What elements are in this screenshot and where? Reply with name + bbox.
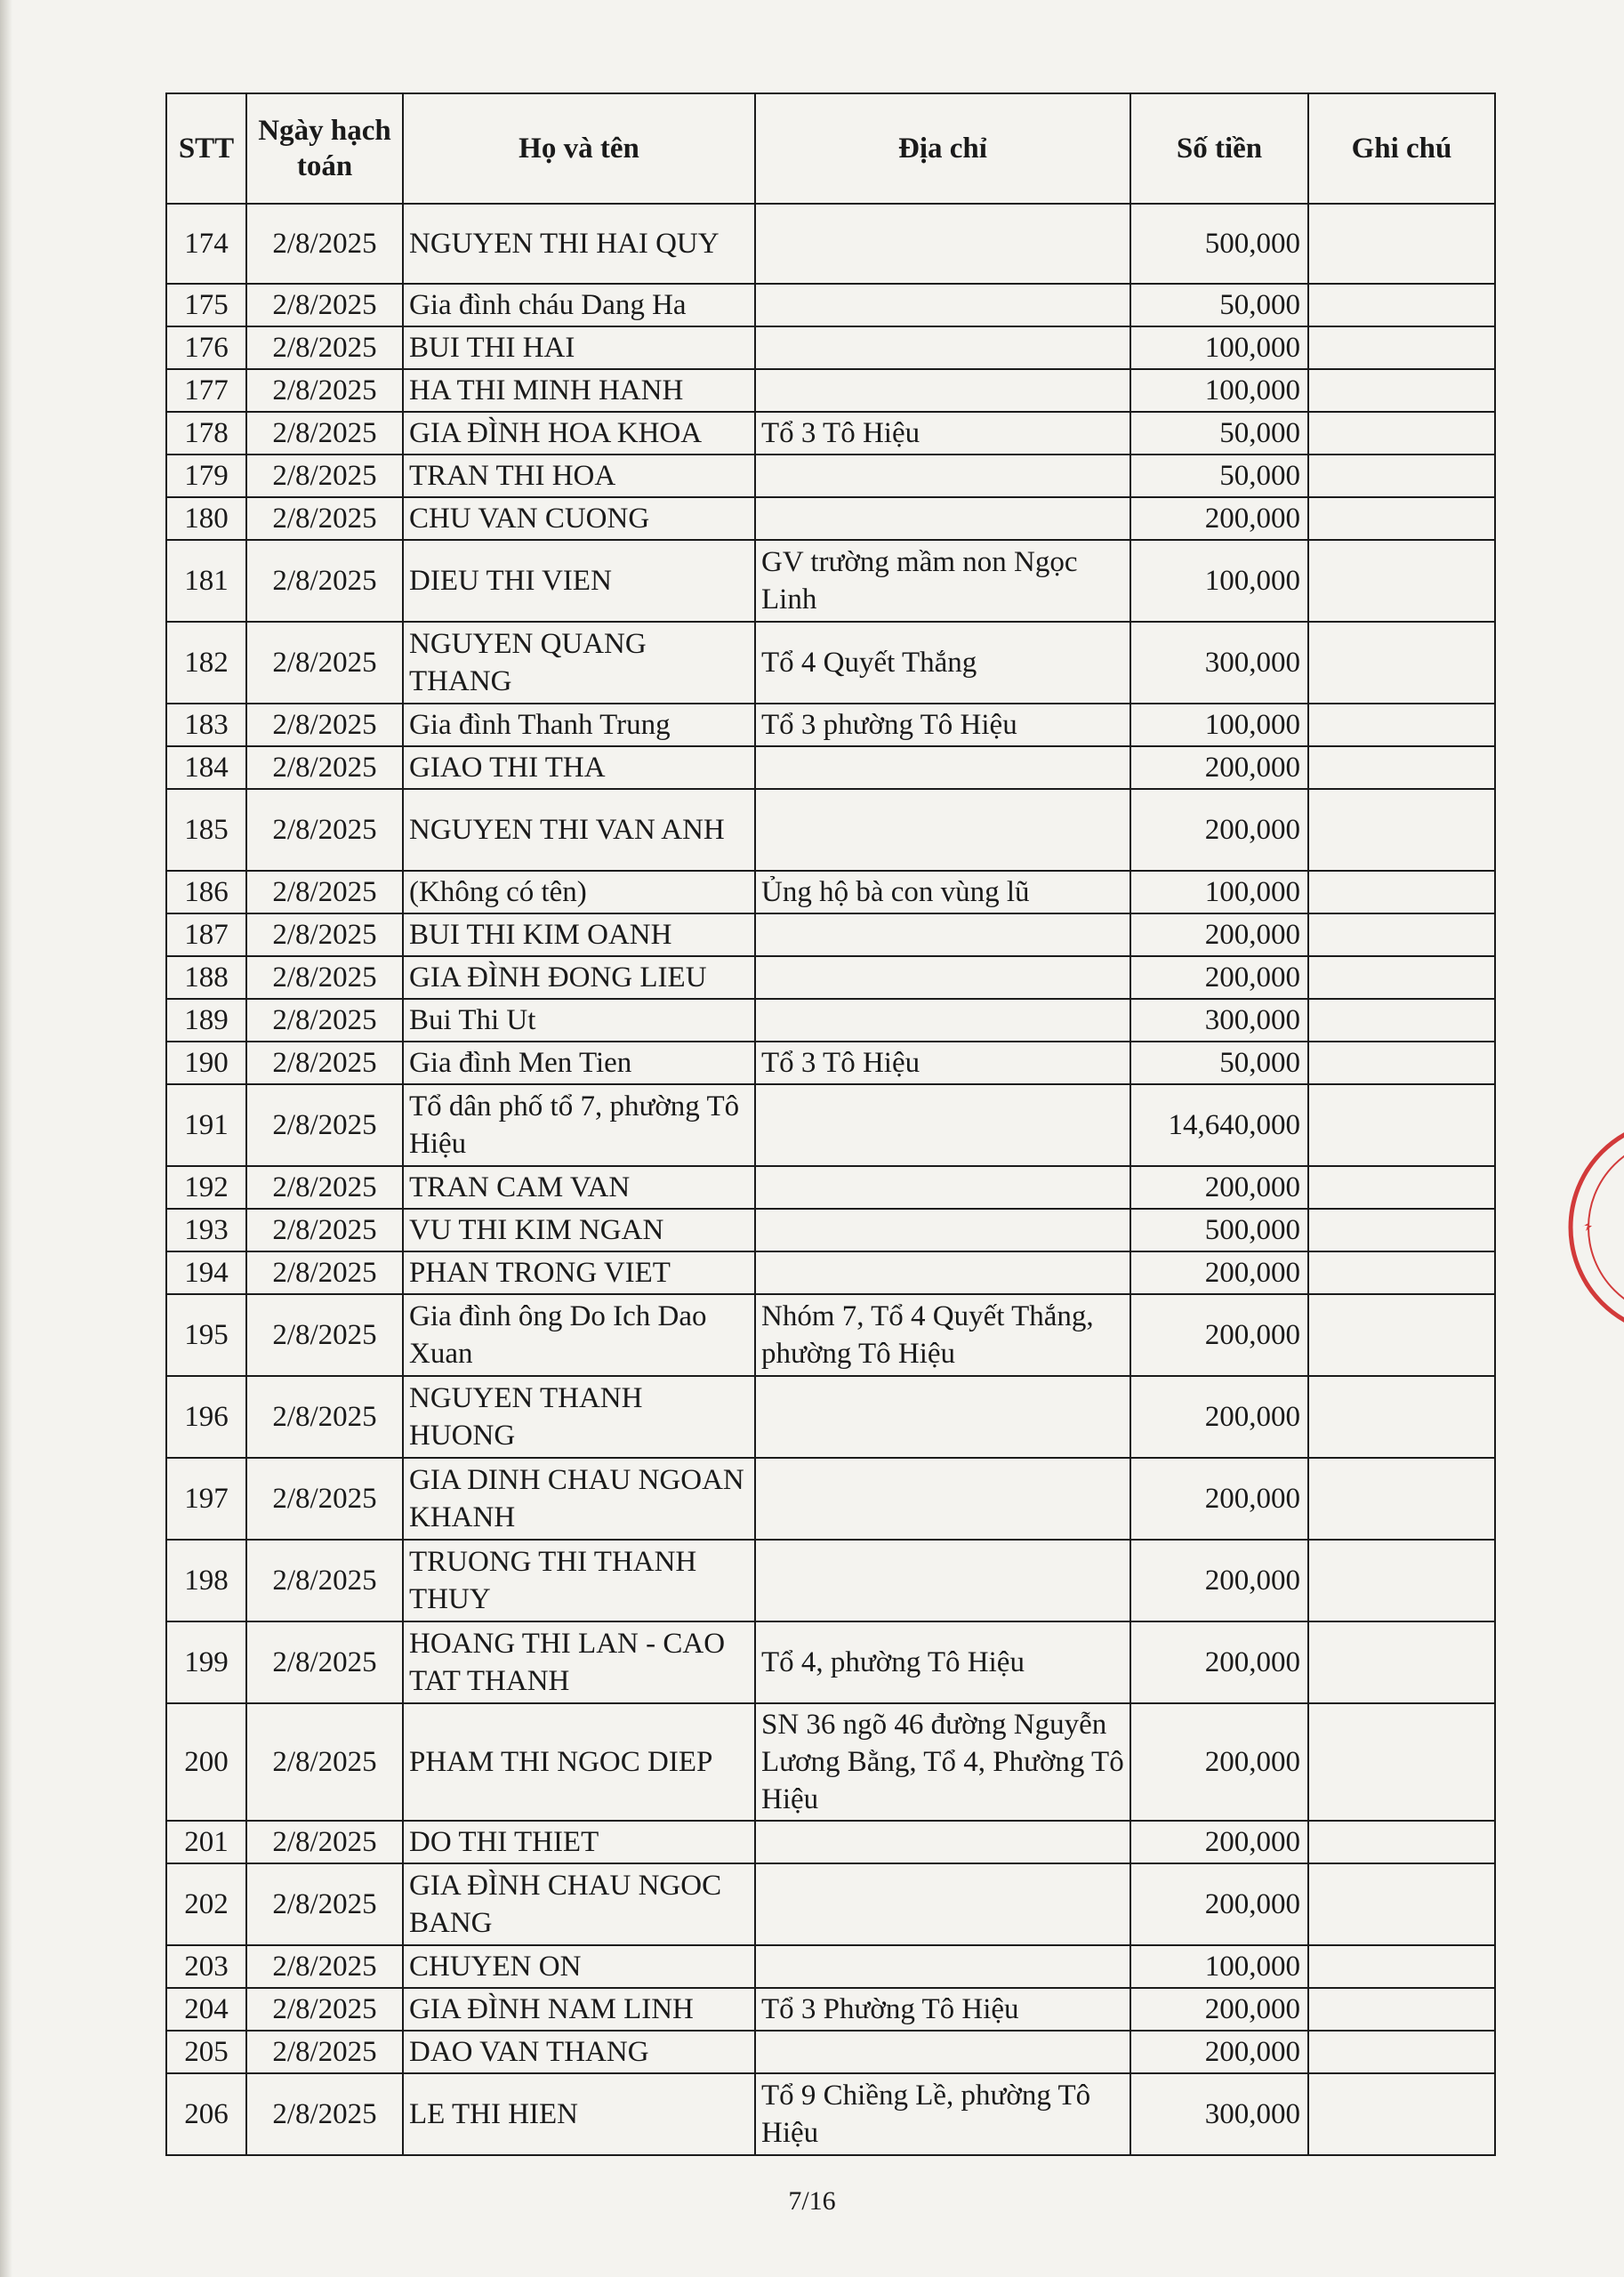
table-row xyxy=(166,1042,1495,1084)
cell-stt: 189 xyxy=(166,999,246,1042)
cell-address: Tổ 4, phường Tô Hiệu xyxy=(755,1621,1130,1703)
cell-address xyxy=(755,1166,1130,1209)
cell-stt: 179 xyxy=(166,455,246,497)
cell-date: 2/8/2025 xyxy=(246,913,403,956)
cell-date: 2/8/2025 xyxy=(246,412,403,455)
stamp-fragment-icon xyxy=(1588,872,1624,1023)
cell-name: CHU VAN CUONG xyxy=(403,497,755,540)
cell-amount: 500,000 xyxy=(1130,1209,1308,1251)
cell-name: NGUYEN THI HAI QUY xyxy=(403,204,755,284)
cell-amount: 14,640,000 xyxy=(1130,1084,1308,1166)
cell-note xyxy=(1308,1621,1495,1703)
table-row xyxy=(166,1540,1495,1621)
cell-name: Gia đình Thanh Trung xyxy=(403,704,755,746)
cell-name: (Không có tên) xyxy=(403,871,755,913)
cell-stt: 192 xyxy=(166,1166,246,1209)
cell-address: GV trường mầm non Ngọc Linh xyxy=(755,540,1130,622)
header-date: Ngày hạch toán xyxy=(246,93,403,204)
cell-address xyxy=(755,455,1130,497)
cell-stt: 177 xyxy=(166,369,246,412)
cell-address xyxy=(755,2031,1130,2073)
cell-stt: 199 xyxy=(166,1621,246,1703)
table-row xyxy=(166,284,1495,326)
cell-date: 2/8/2025 xyxy=(246,1209,403,1251)
cell-stt: 197 xyxy=(166,1458,246,1540)
cell-date: 2/8/2025 xyxy=(246,1988,403,2031)
cell-note xyxy=(1308,622,1495,704)
cell-address xyxy=(755,1945,1130,1988)
cell-date: 2/8/2025 xyxy=(246,746,403,789)
cell-name: Gia đình ông Do Ich Dao Xuan xyxy=(403,1294,755,1376)
cell-note xyxy=(1308,1042,1495,1084)
cell-note xyxy=(1308,2073,1495,2155)
table-row xyxy=(166,1988,1495,2031)
cell-date: 2/8/2025 xyxy=(246,999,403,1042)
cell-stt: 203 xyxy=(166,1945,246,1988)
cell-amount: 200,000 xyxy=(1130,2031,1308,2073)
cell-amount: 100,000 xyxy=(1130,1945,1308,1988)
donation-table xyxy=(165,93,1496,2156)
cell-name: NGUYEN QUANG THANG xyxy=(403,622,755,704)
cell-name: BUI THI KIM OANH xyxy=(403,913,755,956)
cell-amount: 200,000 xyxy=(1130,956,1308,999)
cell-stt: 200 xyxy=(166,1703,246,1821)
cell-address: Tổ 3 Tô Hiệu xyxy=(755,412,1130,455)
cell-name: VU THI KIM NGAN xyxy=(403,1209,755,1251)
cell-name: PHAN TRONG VIET xyxy=(403,1251,755,1294)
cell-name: TRUONG THI THANH THUY xyxy=(403,1540,755,1621)
table-row xyxy=(166,2073,1495,2155)
cell-note xyxy=(1308,1863,1495,1945)
cell-note xyxy=(1308,412,1495,455)
cell-note xyxy=(1308,369,1495,412)
cell-address: Nhóm 7, Tổ 4 Quyết Thắng, phường Tô Hiệu xyxy=(755,1294,1130,1376)
table-row xyxy=(166,1294,1495,1376)
cell-address xyxy=(755,1540,1130,1621)
cell-amount: 200,000 xyxy=(1130,789,1308,871)
cell-stt: 174 xyxy=(166,204,246,284)
cell-date: 2/8/2025 xyxy=(246,455,403,497)
cell-name: GIA DINH CHAU NGOAN KHANH xyxy=(403,1458,755,1540)
cell-date: 2/8/2025 xyxy=(246,1376,403,1458)
cell-amount: 200,000 xyxy=(1130,1458,1308,1540)
cell-note xyxy=(1308,1294,1495,1376)
cell-note xyxy=(1308,1540,1495,1621)
cell-address xyxy=(755,204,1130,284)
cell-note xyxy=(1308,1821,1495,1863)
cell-address xyxy=(755,1084,1130,1166)
cell-address: Tổ 3 phường Tô Hiệu xyxy=(755,704,1130,746)
cell-amount: 200,000 xyxy=(1130,1621,1308,1703)
cell-date: 2/8/2025 xyxy=(246,1166,403,1209)
table-row xyxy=(166,746,1495,789)
cell-amount: 200,000 xyxy=(1130,1988,1308,2031)
cell-stt: 182 xyxy=(166,622,246,704)
cell-amount: 200,000 xyxy=(1130,1376,1308,1458)
table-row xyxy=(166,1458,1495,1540)
cell-stt: 180 xyxy=(166,497,246,540)
table-row xyxy=(166,704,1495,746)
cell-stt: 185 xyxy=(166,789,246,871)
cell-address: SN 36 ngõ 46 đường Nguyễn Lương Bằng, Tổ 4, Phường Tô Hiệu xyxy=(755,1703,1130,1821)
cell-stt: 204 xyxy=(166,1988,246,2031)
cell-address xyxy=(755,1821,1130,1863)
cell-date: 2/8/2025 xyxy=(246,1251,403,1294)
cell-amount: 100,000 xyxy=(1130,704,1308,746)
cell-stt: 181 xyxy=(166,540,246,622)
cell-amount: 50,000 xyxy=(1130,284,1308,326)
cell-amount: 200,000 xyxy=(1130,746,1308,789)
cell-address xyxy=(755,1251,1130,1294)
table-row xyxy=(166,2031,1495,2073)
cell-amount: 200,000 xyxy=(1130,497,1308,540)
cell-name: Gia đình Men Tien xyxy=(403,1042,755,1084)
cell-note xyxy=(1308,1376,1495,1458)
cell-amount: 100,000 xyxy=(1130,540,1308,622)
cell-address: Tổ 4 Quyết Thắng xyxy=(755,622,1130,704)
table-row xyxy=(166,956,1495,999)
cell-date: 2/8/2025 xyxy=(246,2073,403,2155)
cell-amount: 200,000 xyxy=(1130,913,1308,956)
cell-stt: 187 xyxy=(166,913,246,956)
cell-address xyxy=(755,326,1130,369)
cell-stt: 193 xyxy=(166,1209,246,1251)
cell-name: DAO VAN THANG xyxy=(403,2031,755,2073)
cell-date: 2/8/2025 xyxy=(246,704,403,746)
cell-note xyxy=(1308,497,1495,540)
page-edge-shadow xyxy=(0,0,12,2277)
cell-address xyxy=(755,1209,1130,1251)
cell-address xyxy=(755,284,1130,326)
header-amount: Số tiền xyxy=(1130,93,1308,204)
cell-stt: 205 xyxy=(166,2031,246,2073)
table-body xyxy=(166,204,1495,2155)
cell-amount: 100,000 xyxy=(1130,871,1308,913)
cell-stt: 196 xyxy=(166,1376,246,1458)
cell-stt: 201 xyxy=(166,1821,246,1863)
header-note: Ghi chú xyxy=(1308,93,1495,204)
cell-note xyxy=(1308,1458,1495,1540)
cell-amount: 200,000 xyxy=(1130,1863,1308,1945)
cell-amount: 500,000 xyxy=(1130,204,1308,284)
table-row xyxy=(166,369,1495,412)
cell-name: Gia đình cháu Dang Ha xyxy=(403,284,755,326)
cell-date: 2/8/2025 xyxy=(246,1945,403,1988)
cell-address xyxy=(755,497,1130,540)
cell-note xyxy=(1308,1209,1495,1251)
cell-note xyxy=(1308,1988,1495,2031)
cell-date: 2/8/2025 xyxy=(246,1458,403,1540)
table-row xyxy=(166,913,1495,956)
cell-name: NGUYEN THI VAN ANH xyxy=(403,789,755,871)
header-stt: STT xyxy=(166,93,246,204)
cell-date: 2/8/2025 xyxy=(246,540,403,622)
cell-address xyxy=(755,956,1130,999)
cell-date: 2/8/2025 xyxy=(246,1621,403,1703)
cell-address xyxy=(755,1863,1130,1945)
header-name: Họ và tên xyxy=(403,93,755,204)
cell-stt: 206 xyxy=(166,2073,246,2155)
cell-address xyxy=(755,1458,1130,1540)
table-row xyxy=(166,1166,1495,1209)
cell-date: 2/8/2025 xyxy=(246,871,403,913)
cell-address xyxy=(755,369,1130,412)
header-address: Địa chỉ xyxy=(755,93,1130,204)
cell-date: 2/8/2025 xyxy=(246,956,403,999)
cell-name: GIAO THI THA xyxy=(403,746,755,789)
cell-date: 2/8/2025 xyxy=(246,1821,403,1863)
cell-amount: 300,000 xyxy=(1130,622,1308,704)
cell-note xyxy=(1308,789,1495,871)
table-row xyxy=(166,1251,1495,1294)
cell-note xyxy=(1308,455,1495,497)
cell-note xyxy=(1308,2031,1495,2073)
table-row xyxy=(166,455,1495,497)
table-row xyxy=(166,1703,1495,1821)
cell-name: CHUYEN ON xyxy=(403,1945,755,1988)
cell-stt: 175 xyxy=(166,284,246,326)
table-row xyxy=(166,497,1495,540)
cell-stt: 183 xyxy=(166,704,246,746)
table-row xyxy=(166,1621,1495,1703)
cell-date: 2/8/2025 xyxy=(246,1540,403,1621)
cell-address: Tổ 3 Phường Tô Hiệu xyxy=(755,1988,1130,2031)
cell-note xyxy=(1308,326,1495,369)
cell-name: PHAM THI NGOC DIEP xyxy=(403,1703,755,1821)
cell-name: HOANG THI LAN - CAO TAT THANH xyxy=(403,1621,755,1703)
cell-date: 2/8/2025 xyxy=(246,1703,403,1821)
cell-stt: 188 xyxy=(166,956,246,999)
cell-note xyxy=(1308,540,1495,622)
cell-name: HA THI MINH HANH xyxy=(403,369,755,412)
cell-stt: 186 xyxy=(166,871,246,913)
cell-amount: 300,000 xyxy=(1130,2073,1308,2155)
cell-note xyxy=(1308,204,1495,284)
cell-name: LE THI HIEN xyxy=(403,2073,755,2155)
cell-address: Tổ 3 Tô Hiệu xyxy=(755,1042,1130,1084)
cell-amount: 200,000 xyxy=(1130,1540,1308,1621)
official-seal-icon xyxy=(1562,1094,1624,1361)
cell-amount: 100,000 xyxy=(1130,326,1308,369)
table-row xyxy=(166,1945,1495,1988)
cell-note xyxy=(1308,704,1495,746)
cell-address: Ủng hộ bà con vùng lũ xyxy=(755,871,1130,913)
table-header-row xyxy=(166,93,1495,204)
table-row xyxy=(166,204,1495,284)
cell-stt: 178 xyxy=(166,412,246,455)
cell-amount: 50,000 xyxy=(1130,412,1308,455)
cell-note xyxy=(1308,1945,1495,1988)
cell-name: DIEU THI VIEN xyxy=(403,540,755,622)
cell-note xyxy=(1308,1703,1495,1821)
cell-note xyxy=(1308,913,1495,956)
cell-date: 2/8/2025 xyxy=(246,204,403,284)
table-row xyxy=(166,1863,1495,1945)
cell-name: TRAN THI HOA xyxy=(403,455,755,497)
cell-name: NGUYEN THANH HUONG xyxy=(403,1376,755,1458)
cell-name: DO THI THIET xyxy=(403,1821,755,1863)
cell-note xyxy=(1308,1166,1495,1209)
cell-stt: 195 xyxy=(166,1294,246,1376)
cell-note xyxy=(1308,871,1495,913)
table-row xyxy=(166,1376,1495,1458)
cell-date: 2/8/2025 xyxy=(246,497,403,540)
cell-date: 2/8/2025 xyxy=(246,2031,403,2073)
cell-name: GIA ĐÌNH ĐONG LIEU xyxy=(403,956,755,999)
cell-name: BUI THI HAI xyxy=(403,326,755,369)
table-row xyxy=(166,1209,1495,1251)
cell-name: TRAN CAM VAN xyxy=(403,1166,755,1209)
cell-address xyxy=(755,746,1130,789)
cell-name: Bui Thi Ut xyxy=(403,999,755,1042)
cell-date: 2/8/2025 xyxy=(246,326,403,369)
cell-address xyxy=(755,999,1130,1042)
cell-amount: 50,000 xyxy=(1130,1042,1308,1084)
cell-date: 2/8/2025 xyxy=(246,789,403,871)
table-row xyxy=(166,412,1495,455)
cell-note xyxy=(1308,284,1495,326)
cell-address: Tổ 9 Chiềng Lề, phường Tô Hiệu xyxy=(755,2073,1130,2155)
donation-table-wrapper xyxy=(165,93,1494,2156)
cell-note xyxy=(1308,1084,1495,1166)
table-row xyxy=(166,1821,1495,1863)
cell-stt: 176 xyxy=(166,326,246,369)
table-row xyxy=(166,540,1495,622)
cell-amount: 200,000 xyxy=(1130,1166,1308,1209)
cell-date: 2/8/2025 xyxy=(246,284,403,326)
cell-amount: 300,000 xyxy=(1130,999,1308,1042)
cell-address xyxy=(755,913,1130,956)
table-row xyxy=(166,1084,1495,1166)
cell-stt: 194 xyxy=(166,1251,246,1294)
table-row xyxy=(166,871,1495,913)
cell-address xyxy=(755,1376,1130,1458)
table-row xyxy=(166,999,1495,1042)
cell-name: Tổ dân phố tổ 7, phường Tô Hiệu xyxy=(403,1084,755,1166)
cell-note xyxy=(1308,1251,1495,1294)
cell-name: GIA ĐÌNH CHAU NGOC BANG xyxy=(403,1863,755,1945)
cell-note xyxy=(1308,999,1495,1042)
cell-date: 2/8/2025 xyxy=(246,622,403,704)
cell-date: 2/8/2025 xyxy=(246,1042,403,1084)
cell-amount: 200,000 xyxy=(1130,1821,1308,1863)
cell-note xyxy=(1308,956,1495,999)
cell-amount: 50,000 xyxy=(1130,455,1308,497)
cell-stt: 191 xyxy=(166,1084,246,1166)
cell-amount: 200,000 xyxy=(1130,1251,1308,1294)
cell-date: 2/8/2025 xyxy=(246,1863,403,1945)
cell-date: 2/8/2025 xyxy=(246,1294,403,1376)
table-row xyxy=(166,326,1495,369)
cell-amount: 200,000 xyxy=(1130,1294,1308,1376)
cell-name: GIA ĐÌNH NAM LINH xyxy=(403,1988,755,2031)
cell-date: 2/8/2025 xyxy=(246,1084,403,1166)
cell-amount: 200,000 xyxy=(1130,1703,1308,1821)
cell-note xyxy=(1308,746,1495,789)
cell-address xyxy=(755,789,1130,871)
table-row xyxy=(166,789,1495,871)
cell-stt: 202 xyxy=(166,1863,246,1945)
table-row xyxy=(166,622,1495,704)
cell-date: 2/8/2025 xyxy=(246,369,403,412)
cell-name: GIA ĐÌNH HOA KHOA xyxy=(403,412,755,455)
cell-stt: 184 xyxy=(166,746,246,789)
page-number: 7/16 xyxy=(788,2186,836,2216)
cell-stt: 198 xyxy=(166,1540,246,1621)
cell-amount: 100,000 xyxy=(1130,369,1308,412)
cell-stt: 190 xyxy=(166,1042,246,1084)
